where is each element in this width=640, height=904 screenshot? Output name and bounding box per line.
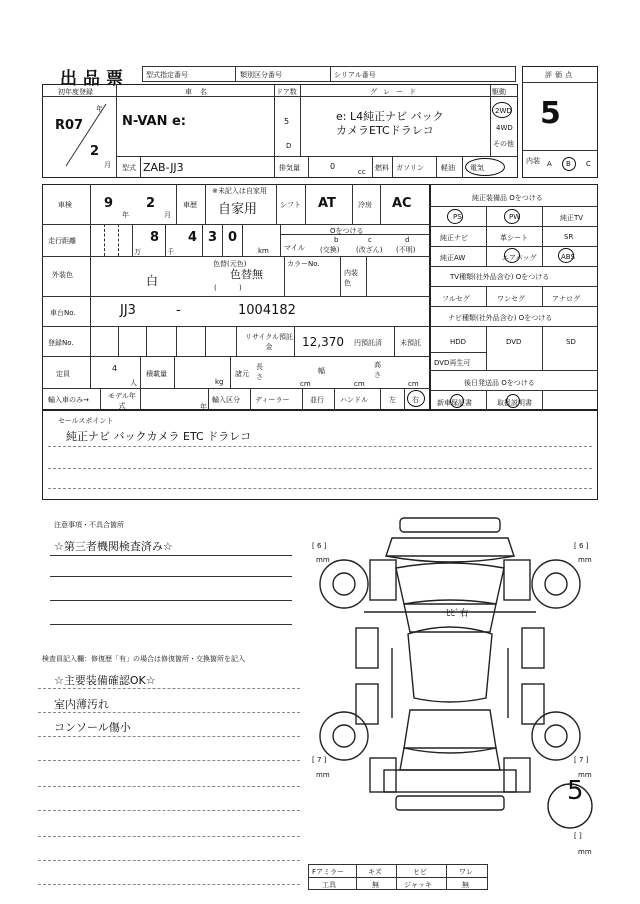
mileage-digit-1: 8 <box>150 230 160 245</box>
notes-label: 注意事項・不具合箇所 <box>54 521 124 529</box>
mileage-mark-d: d <box>405 236 410 244</box>
reg-no-label: 登録No. <box>48 339 74 347</box>
tv-title: TV種類(社外品含む) Oをつける <box>450 273 550 281</box>
page-title: 出品票 <box>60 69 129 89</box>
equip-airbag-circle <box>504 248 520 263</box>
dims-length: 長さ <box>256 363 263 381</box>
inspector-label: 検査員記入欄：修復歴「有」の場合は修復箇所・交換箇所を記入 <box>42 655 245 663</box>
mileage-digit-2: 4 <box>188 230 198 245</box>
navi-sd: SD <box>566 338 576 346</box>
drive-2wd-circle <box>492 102 512 118</box>
sales-point-text: 純正ナビ バックカメラ ETC ドラレコ <box>66 430 252 443</box>
acc-header-break: ワレ <box>459 868 473 876</box>
equip-leather: 革シート <box>500 234 528 242</box>
capacity-unit: 人 <box>130 379 137 387</box>
later-title: 後日発送品 Oをつける <box>464 379 535 387</box>
first-reg-label: 初年度登録 <box>58 88 93 96</box>
cooler-label: 冷房 <box>358 201 372 209</box>
navi-hdd: HDD <box>450 338 467 346</box>
shaken-year-unit: 年 <box>122 211 129 219</box>
recycle-label: リサイクル預託金 <box>244 333 294 351</box>
displacement-value: 0 <box>330 162 336 171</box>
mileage-type-mile: マイル <box>284 244 305 252</box>
grade-line1: e: L4純正ナビ バック <box>336 110 444 123</box>
score-label: 評価点 <box>545 71 575 79</box>
dims-height-unit: cm <box>408 380 419 388</box>
inspector-line3: コンソール傷小 <box>54 721 131 734</box>
acc-value-tools: 工具 <box>322 881 336 889</box>
mileage-digit-4: 0 <box>228 230 238 245</box>
sales-point-label: セールスポイント <box>58 417 114 425</box>
usage-label: 車歴 <box>183 201 197 209</box>
import-type-label: 輸入区分 <box>212 396 240 404</box>
capacity-value: 4 <box>112 364 118 373</box>
meta-row <box>142 66 516 82</box>
interior-opt-b: B <box>566 160 571 168</box>
color-change-value: 色替無 <box>230 268 263 281</box>
tread-rr-unit: mm <box>578 771 592 779</box>
cooler-value: AC <box>392 196 412 211</box>
fuel-electric: 電気 <box>470 164 484 172</box>
shaken-month-unit: 月 <box>164 211 171 219</box>
model-year-label: モデル年式 <box>108 392 136 410</box>
interior-label: 内装 <box>526 157 540 165</box>
grade-label: グレード <box>370 88 422 96</box>
doors-label: ドア数 <box>276 88 297 96</box>
year-unit: 年 <box>96 105 103 113</box>
capacity-label: 定員 <box>56 370 70 378</box>
import-label: 輸入車のみ→ <box>48 396 89 404</box>
displacement-label: 排気量 <box>279 164 300 172</box>
navi-dvd: DVD <box>506 338 522 346</box>
sen-unit: 千 <box>167 248 174 256</box>
interior-opt-a: A <box>547 160 552 168</box>
fuel-label: 燃料 <box>375 164 389 172</box>
equip-pw: PW <box>509 213 521 221</box>
equip-airbag: エアバッグ <box>502 254 537 262</box>
later-warranty: 新車保証書 <box>437 399 472 407</box>
meta-label-type: 型式指定番号 <box>146 71 188 79</box>
color-value: 白 <box>146 274 159 288</box>
fuel-electric-circle <box>465 158 505 176</box>
car-name: N-VAN e: <box>122 114 186 129</box>
shaken-month: 2 <box>146 196 156 211</box>
usage-note: ※未記入は自家用 <box>212 187 267 195</box>
drive-other: その他 <box>493 140 514 148</box>
tread-fl: [ 6 ] <box>312 542 327 550</box>
later-manual: 取扱説明書 <box>497 399 532 407</box>
diagram-note: ﾋﾋﾞ右 <box>446 609 469 619</box>
man-unit: 万 <box>134 248 141 256</box>
later-manual-circle <box>506 394 520 408</box>
car-diagram <box>300 508 600 860</box>
notes-line1: ☆第三者機関検査済み☆ <box>54 540 173 553</box>
inspector-line1: ☆主要装備確認OK☆ <box>54 674 156 687</box>
meta-label-class: 類別区分番号 <box>240 71 282 79</box>
chassis-label: 車台No. <box>50 309 76 317</box>
chassis-model: JJ3 <box>120 303 136 318</box>
dims-label: 諸元 <box>235 370 249 378</box>
equip-ps: PS <box>453 213 462 221</box>
score-value: 5 <box>540 96 561 131</box>
kg-unit: kg <box>215 378 224 386</box>
meta-label-serial: シリアル番号 <box>334 71 376 79</box>
tv-fullseg: フルセグ <box>442 295 470 303</box>
model-value: ZAB-JJ3 <box>143 161 184 174</box>
fuel-diesel: 軽油 <box>441 164 455 172</box>
equip-pw-circle <box>504 209 520 224</box>
navi-dvd-play: DVD再生可 <box>434 359 471 367</box>
fuel-gasoline: ガソリン <box>396 164 424 172</box>
model-label: 型式 <box>122 164 136 172</box>
equip-abs-circle <box>558 248 574 263</box>
shift-label: シフト <box>280 201 301 209</box>
load-label: 積載量 <box>146 370 167 378</box>
equip-aw: 純正AW <box>440 254 466 262</box>
dims-length-unit: cm <box>300 380 311 388</box>
tread-fr-unit: mm <box>578 556 592 564</box>
handle-right-circle <box>407 390 425 407</box>
color-change-paren: ( ) <box>214 284 242 292</box>
usage-value: 自家用 <box>218 202 258 217</box>
handle-label: ハンドル <box>340 396 368 404</box>
color-no-label: カラーNo. <box>287 260 320 268</box>
interior-opt-c: C <box>586 160 591 168</box>
handle-left: 左 <box>389 396 396 404</box>
equip-navi: 純正ナビ <box>440 234 468 242</box>
model-year-unit: 年 <box>200 403 207 411</box>
interior-b-circle <box>562 157 576 171</box>
tread-rl: [ 7 ] <box>312 756 327 764</box>
equip-sr: SR <box>564 233 574 241</box>
doors-value: 5 <box>284 117 290 126</box>
shift-value: AT <box>318 196 336 211</box>
first-reg-year: R07 <box>55 118 84 133</box>
km-unit: km <box>258 247 269 255</box>
tread-spare: [ ] <box>574 832 582 840</box>
equip-title: 純正装備品 Oをつける <box>472 194 543 202</box>
import-type-dealer: ディーラー <box>255 396 290 404</box>
mileage-mark-b: b <box>334 236 339 244</box>
dims-width-unit: cm <box>354 380 365 388</box>
navi-title: ナビ種類(社外品含む) Oをつける <box>448 314 553 322</box>
cc-unit: cc <box>358 168 366 176</box>
tread-fr: [ 6 ] <box>574 542 589 550</box>
chassis-dash: - <box>176 303 181 318</box>
equip-ps-circle <box>447 209 463 224</box>
sales-point-box <box>42 410 598 500</box>
mileage-label: 走行距離 <box>48 237 76 245</box>
spare-score: 5 <box>567 776 584 806</box>
recycle-unpaid: 未預託 <box>400 339 421 347</box>
color-change-label: 色替(元色) <box>213 260 247 268</box>
reg-slash-line <box>62 100 110 170</box>
drive-4wd: 4WD <box>496 124 513 132</box>
chassis-no: 1004182 <box>238 303 296 318</box>
color-label: 外装色 <box>52 271 73 279</box>
mileage-digit-3: 3 <box>208 230 218 245</box>
tv-analog: アナログ <box>552 295 580 303</box>
month-unit: 月 <box>104 161 111 169</box>
inspector-line2: 室内薄汚れ <box>54 698 109 711</box>
interior-color-label: 内装色 <box>344 269 358 287</box>
acc-header-mirror: Fアミラー <box>312 868 345 876</box>
dims-width: 幅 <box>318 367 325 375</box>
mileage-mark-c: c <box>368 236 372 244</box>
import-type-parallel: 並行 <box>310 396 324 404</box>
equip-abs: ABS <box>561 253 575 261</box>
tread-fl-unit: mm <box>316 556 330 564</box>
mileage-circle-note: Oをつける <box>330 227 364 235</box>
recycle-status: 円預託済 <box>354 339 382 347</box>
doors-unit: D <box>286 142 292 150</box>
later-warranty-circle <box>450 394 464 408</box>
acc-value-2: 無 <box>462 881 469 889</box>
shaken-label: 車検 <box>58 201 72 209</box>
drive-2wd: 2WD <box>495 107 512 115</box>
recycle-amount: 12,370 <box>302 335 344 349</box>
acc-value-1: 無 <box>372 881 379 889</box>
equip-tv: 純正TV <box>560 214 584 222</box>
tread-spare-unit: mm <box>578 848 592 856</box>
acc-header-crack: ヒビ <box>413 868 427 876</box>
shaken-year: 9 <box>104 196 114 211</box>
drive-label: 駆動 <box>492 88 506 96</box>
car-name-label: 車名 <box>185 88 215 96</box>
acc-header-scratch: キズ <box>368 868 382 876</box>
dims-height: 高さ <box>374 361 381 379</box>
grade-line2: カメラETCドラレコ <box>336 124 434 137</box>
handle-right: 右 <box>412 396 419 404</box>
tv-oneseg: ワンセグ <box>497 295 525 303</box>
mileage-type-unknown: (不明) <box>396 246 416 254</box>
tread-rl-unit: mm <box>316 771 330 779</box>
acc-value-jack: ジャッキ <box>404 881 432 889</box>
mileage-type-exchange: (交換) <box>320 246 340 254</box>
tread-rr: [ 7 ] <box>574 756 589 764</box>
first-reg-month: 2 <box>90 144 100 159</box>
mileage-type-tamper: (改ざん) <box>356 246 383 254</box>
